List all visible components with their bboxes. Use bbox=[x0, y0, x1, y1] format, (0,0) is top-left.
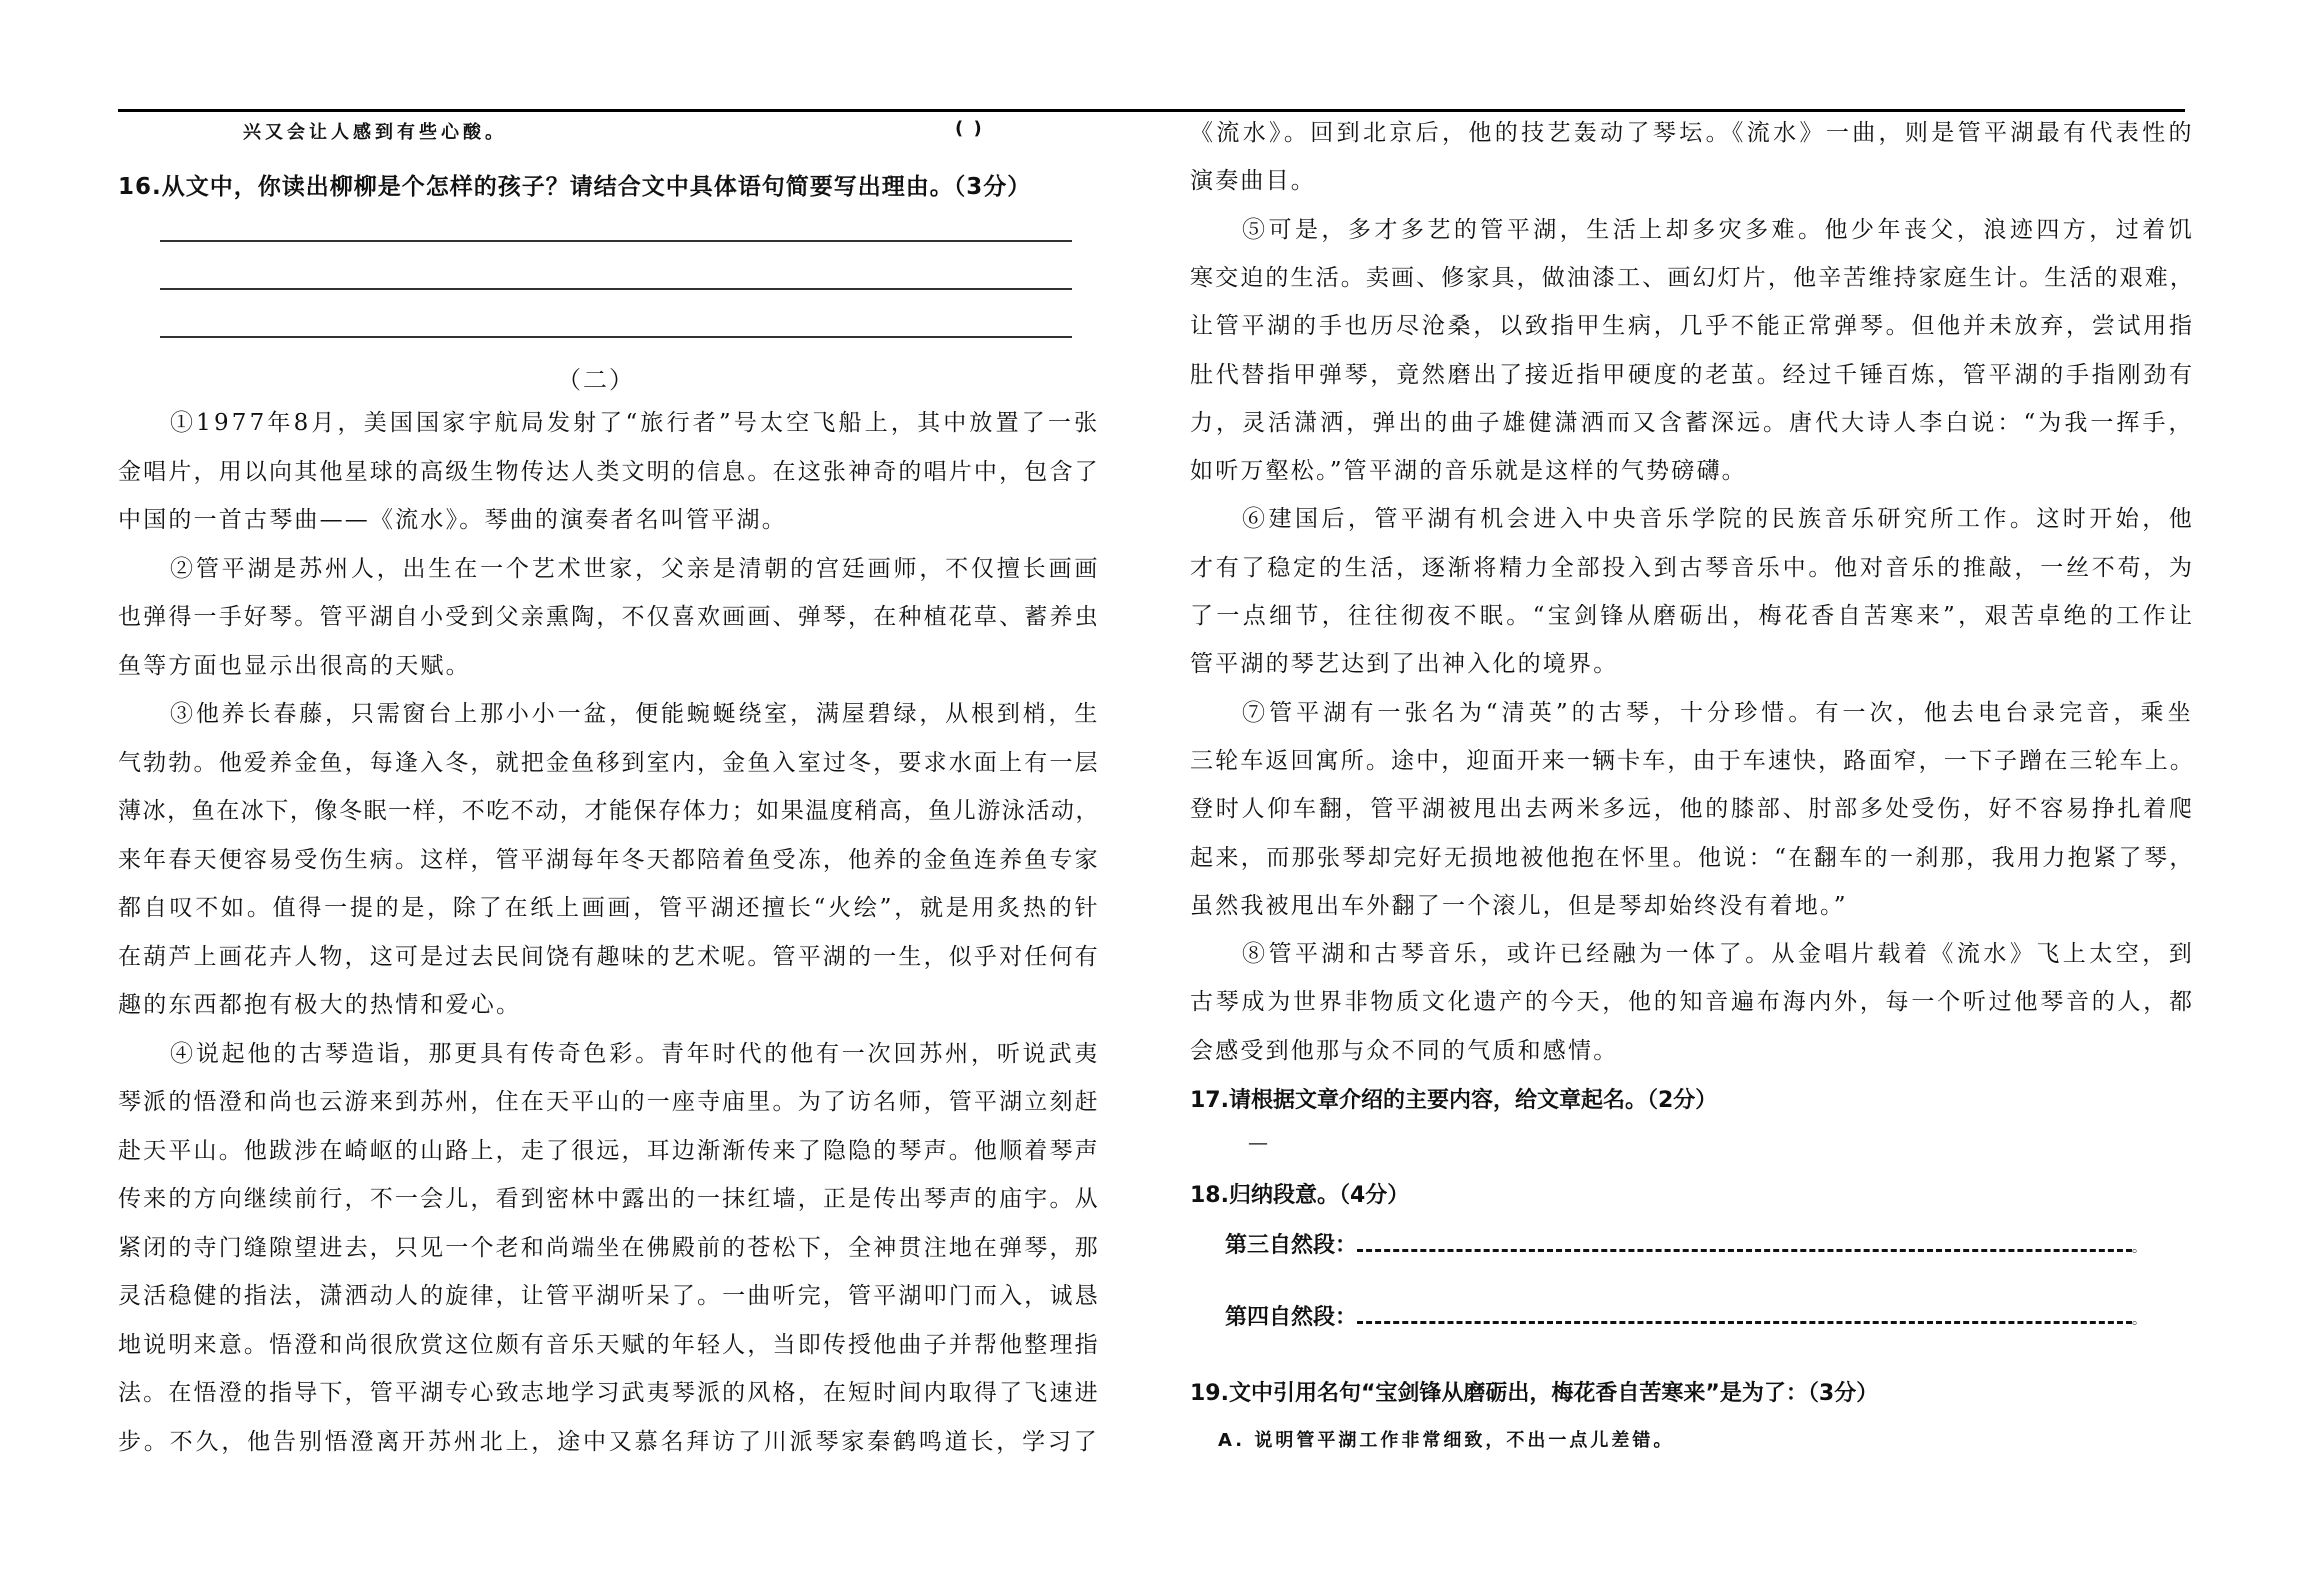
q18-para3-row bbox=[1225, 1228, 2146, 1259]
passage-line: 也弹得一手好琴。管平湖自小受到父亲熏陶，不仅喜欢画画、弹琴，在种植花草、蓄养虫 bbox=[118, 604, 1100, 630]
passage-line: ③他养长春藤，只需窗台上那小小一盆，便能蜿蜒绕室，满屋碧绿，从根到梢，生 bbox=[170, 701, 1101, 727]
question-17-answer-mark[interactable]: — bbox=[1248, 1130, 1268, 1154]
passage-line: ④说起他的古琴造诣，那更具有传奇色彩。青年时代的他有一次回苏州，听说武夷 bbox=[170, 1040, 1101, 1067]
passage-line: 让管平湖的手也历尽沧桑，以致指甲生病，几乎不能正常弹琴。但他并未放弃，尝试用指 bbox=[1190, 313, 2195, 340]
answer-line-16-2[interactable] bbox=[160, 288, 1072, 290]
passage-line: 鱼等方面也显示出很高的天赋。 bbox=[118, 652, 471, 679]
passage-line: 薄冰，鱼在冰下，像冬眠一样，不吃不动，才能保存体力；如果温度稍高，鱼儿游泳活动， bbox=[118, 798, 1100, 824]
passage-line: 古琴成为世界非物质文化遗产的今天，他的知音遍布海内外，每一个听过他琴音的人，都 bbox=[1190, 989, 2195, 1016]
passage-line: 来年春天便容易受伤生病。这样，管平湖每年冬天都陪着鱼受冻，他养的金鱼连养鱼专家 bbox=[118, 846, 1100, 873]
passage-line: 如听万壑松。”管平湖的音乐就是这样的气势磅礴。 bbox=[1190, 458, 1747, 485]
passage-line: 趣的东西都抱有极大的热情和爱心。 bbox=[118, 992, 522, 1018]
answer-line-16-3[interactable] bbox=[160, 336, 1072, 338]
passage-line: 气勃勃。他爱养金鱼，每逢入冬，就把金鱼移到室内，金鱼入室过冬，要求水面上有一层 bbox=[118, 749, 1100, 776]
passage-line: ⑦管平湖有一张名为“清英”的古琴，十分珍惜。有一次，他去电台录完音，乘坐 bbox=[1242, 699, 2195, 726]
passage-line: 地说明来意。悟澄和尚很欣赏这位颇有音乐天赋的年轻人，当即传授他曲子并帮他整理指 bbox=[118, 1331, 1100, 1358]
passage-line: 《流水》。回到北京后，他的技艺轰动了琴坛。《流水》一曲，则是管平湖最有代表性的 bbox=[1190, 120, 2195, 146]
q18-para4-blank[interactable] bbox=[1357, 1305, 2132, 1324]
question-17: 17.请根据文章介绍的主要内容，给文章起名。（2分） bbox=[1190, 1088, 1718, 1113]
section-title: （二） bbox=[557, 366, 635, 394]
passage-line: ⑥建国后，管平湖有机会进入中央音乐学院的民族音乐研究所工作。这时开始，他 bbox=[1242, 506, 2196, 533]
prev-answer-paren[interactable]: ( ) bbox=[955, 118, 984, 139]
passage-line: 力，灵活潇洒，弹出的曲子雄健潇洒而又含蓄深远。唐代大诗人李白说：“为我一挥手， bbox=[1190, 409, 2195, 436]
passage-line: 步。不久，他告别悟澄离开苏州北上，途中又慕名拜访了川派琴家秦鹤鸣道长，学习了 bbox=[118, 1428, 1100, 1455]
question-16: 16.从文中，你读出柳柳是个怎样的孩子？请结合文中具体语句简要写出理由。（3分） bbox=[118, 174, 1032, 200]
top-rule bbox=[118, 109, 2185, 112]
passage-line: ②管平湖是苏州人，出生在一个艺术世家，父亲是清朝的宫廷画师，不仅擅长画画 bbox=[170, 555, 1101, 582]
passage-line: 传来的方向继续前行，不一会儿，看到密林中露出的一抹红墙，正是传出琴声的庙宇。从 bbox=[118, 1186, 1100, 1212]
passage-line: ⑧管平湖和古琴音乐，或许已经融为一体了。从金唱片载着《流水》飞上太空，到 bbox=[1242, 941, 2196, 968]
passage-line: 金唱片，用以向其他星球的高级生物传达人类文明的信息。在这张神奇的唱片中，包含了 bbox=[118, 458, 1100, 485]
passage-line: ①1977年8月，美国国家宇航局发射了“旅行者”号太空飞船上，其中放置了一张 bbox=[170, 410, 1101, 436]
q19-option-a[interactable]: A. 说明管平湖工作非常细致，不出一点儿差错。 bbox=[1218, 1430, 1675, 1451]
passage-line: 演奏曲目。 bbox=[1190, 168, 1316, 195]
passage-line: 赴天平山。他跋涉在崎岖的山路上，走了很远，耳边渐渐传来了隐隐的琴声。他顺着琴声 bbox=[118, 1137, 1100, 1164]
passage-line: 琴派的悟澄和尚也云游来到苏州，住在天平山的一座寺庙里。为了访名师，管平湖立刻赶 bbox=[118, 1089, 1100, 1115]
q18-para3-period: 。 bbox=[2132, 1240, 2147, 1256]
q18-para3-blank[interactable] bbox=[1357, 1233, 2132, 1252]
question-19: 19.文中引用名句“宝剑锋从磨砺出，梅花香自苦寒来”是为了：（3分） bbox=[1190, 1381, 1879, 1406]
passage-line: 起来，而那张琴却完好无损地被他抱在怀里。他说：“在翻车的一刹那，我用力抱紧了琴， bbox=[1190, 844, 2195, 871]
passage-line: 三轮车返回寓所。途中，迎面开来一辆卡车，由于车速快，路面窄，一下子蹭在三轮车上。 bbox=[1190, 747, 2195, 774]
answer-line-16-1[interactable] bbox=[160, 240, 1072, 242]
passage-line: 法。在悟澄的指导下，管平湖专心致志地学习武夷琴派的风格，在短时间内取得了飞速进 bbox=[118, 1380, 1100, 1406]
passage-line: 寒交迫的生活。卖画、修家具，做油漆工、画幻灯片，他辛苦维持家庭生计。生活的艰难， bbox=[1190, 264, 2195, 291]
q18-para4-row bbox=[1225, 1300, 2146, 1331]
q18-para4-period: 。 bbox=[2132, 1312, 2147, 1328]
passage-line: ⑤可是，多才多艺的管平湖，生活上却多灾多难。他少年丧父，浪迹四方，过着饥 bbox=[1242, 216, 2196, 243]
passage-line: 虽然我被甩出车外翻了一个滚儿，但是琴却始终没有着地。” bbox=[1190, 892, 1848, 919]
prev-question-tail: 兴又会让人感到有些心酸。 bbox=[243, 122, 507, 143]
passage-line: 都自叹不如。值得一提的是，除了在纸上画画，管平湖还擅长“火绘”，就是用炙热的针 bbox=[118, 895, 1101, 921]
passage-line: 管平湖的琴艺达到了出神入化的境界。 bbox=[1190, 651, 1619, 678]
passage-line: 在葫芦上画花卉人物，这可是过去民间饶有趣味的艺术呢。管平湖的一生，似乎对任何有 bbox=[118, 943, 1100, 970]
passage-line: 会感受到他那与众不同的气质和感情。 bbox=[1190, 1037, 1619, 1064]
passage-line: 灵活稳健的指法，潇洒动人的旋律，让管平湖听呆了。一曲听完，管平湖叩门而入，诚恳 bbox=[118, 1283, 1100, 1309]
question-18: 18.归纳段意。（4分） bbox=[1190, 1183, 1410, 1208]
passage-line: 登时人仰车翻，管平湖被甩出去两米多远，他的膝部、肘部多处受伤，好不容易挣扎着爬 bbox=[1190, 796, 2195, 823]
passage-line: 了一点细节，往往彻夜不眠。“宝剑锋从磨砺出，梅花香自苦寒来”，艰苦卓绝的工作让 bbox=[1190, 603, 2196, 629]
q18-para3-label: 第三自然段： bbox=[1225, 1233, 1358, 1258]
passage-line: 中国的一首古琴曲——《流水》。琴曲的演奏者名叫管平湖。 bbox=[118, 507, 787, 533]
q18-para4-label: 第四自然段： bbox=[1225, 1305, 1358, 1330]
passage-line: 才有了稳定的生活，逐渐将精力全部投入到古琴音乐中。他对音乐的推敲，一丝不苟，为 bbox=[1190, 554, 2195, 581]
passage-line: 肚代替指甲弹琴，竟然磨出了接近指甲硬度的老茧。经过千锤百炼，管平湖的手指刚劲有 bbox=[1190, 361, 2195, 388]
passage-line: 紧闭的寺门缝隙望进去，只见一个老和尚端坐在佛殿前的苍松下，全神贯注地在弹琴，那 bbox=[118, 1234, 1100, 1261]
